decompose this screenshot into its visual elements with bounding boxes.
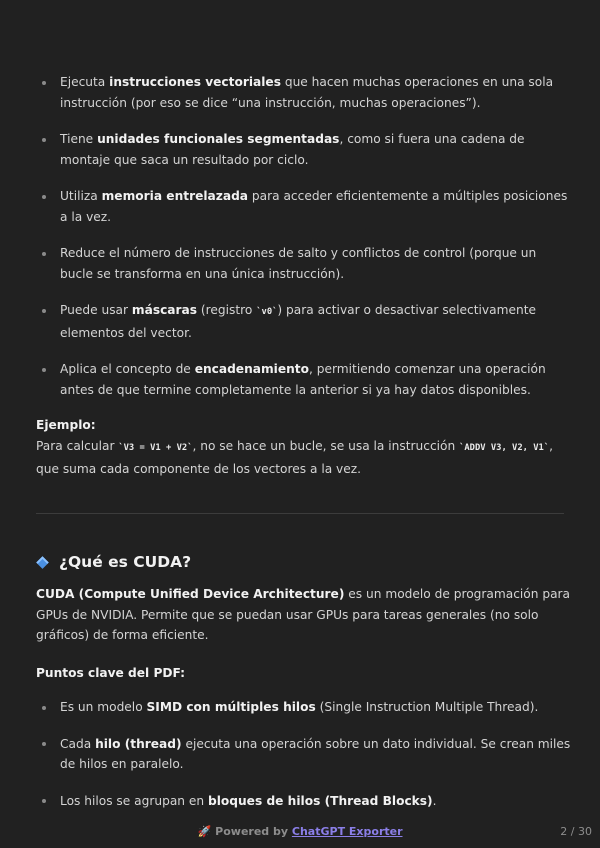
bullet-dot-icon: [42, 81, 46, 85]
puntos-clave-label: Puntos clave del PDF:: [36, 666, 186, 680]
text-run: , que suma cada componente de los vectores a la vez.: [36, 439, 554, 476]
inline-code: `v0`: [256, 307, 278, 317]
text-run: que hacen muchas operaciones en una sola instrucción (por eso se dice “una instrucción, muchas operaciones”).: [60, 75, 554, 110]
inline-code: `V3 = V1 + V2`: [118, 443, 193, 453]
text-run: ejecuta una operación sobre un dato individual. Se crean miles de hilos en paralelo.: [60, 736, 571, 771]
list-item: [36, 129, 571, 170]
text-run: Reduce el número de instrucciones de salto y conflictos de control (porque un bucle se transforma en una única instrucción).: [60, 246, 537, 281]
list-item: [36, 359, 571, 400]
bullet-dot-icon: [42, 368, 46, 372]
cuda-key-points-list: [36, 697, 571, 827]
bullet-dot-icon: [42, 706, 46, 710]
list-item: [36, 72, 571, 113]
text-run: ) para activar o desactivar selectivamente elementos del vector.: [60, 303, 536, 340]
bold-text: CUDA (Compute Unified Device Architecture): [36, 587, 345, 601]
ejemplo-label: Ejemplo:: [36, 418, 96, 432]
text-run: Cada: [60, 736, 96, 751]
bullet-dot-icon: [42, 742, 46, 746]
list-item: [36, 243, 571, 284]
text-run: para acceder eficientemente a múltiples posiciones a la vez.: [60, 189, 568, 224]
cuda-heading-text: ¿Qué es CUDA?: [59, 552, 192, 571]
bullet-dot-icon: [42, 309, 46, 313]
bullet-dot-icon: [42, 138, 46, 142]
text-run: Los hilos se agrupan en: [60, 793, 208, 808]
ejemplo-text: [36, 436, 571, 479]
text-run: Para calcular: [36, 439, 119, 453]
text-run: Tiene: [60, 132, 98, 146]
bold-text: unidades funcionales segmentadas: [97, 132, 340, 146]
text-run: , no se hace un bucle, se usa la instrucción: [192, 439, 460, 453]
text-run: (Single Instruction Multiple Thread).: [315, 700, 539, 714]
powered-by-text: Powered by: [215, 825, 292, 838]
text-run: Ejecuta: [60, 75, 110, 89]
text-run: Es un modelo: [60, 700, 147, 714]
bold-text: máscaras: [131, 303, 198, 317]
list-item: [36, 300, 571, 343]
text-run: Utiliza: [60, 189, 102, 203]
text-run: , como si fuera una cadena de montaje que saca un resultado por ciclo.: [60, 132, 525, 167]
list-item: [36, 697, 571, 718]
bold-text: hilo (thread): [95, 736, 182, 751]
section-divider: [36, 513, 564, 514]
text-run: (registro: [197, 303, 257, 317]
bullet-dot-icon: [42, 195, 46, 199]
bold-text: encadenamiento: [194, 362, 309, 376]
text-run: .: [432, 793, 437, 808]
bold-text: SIMD con múltiples hilos: [146, 700, 316, 714]
bullet-dot-icon: [42, 252, 46, 256]
bullet-dot-icon: [42, 799, 46, 803]
list-item: [36, 791, 571, 812]
cuda-paragraph: [36, 584, 571, 646]
rocket-icon: 🚀: [197, 825, 212, 838]
footer: [0, 822, 600, 842]
bold-text: memoria entrelazada: [101, 189, 249, 203]
bold-text: instrucciones vectoriales: [109, 75, 281, 89]
text-run: Puede usar: [60, 303, 132, 317]
feature-list-vector: [36, 72, 571, 416]
text-run: es un modelo de programación para GPUs de NVIDIA. Permite que se puedan usar GPUs para tareas generales (no solo gráficos) de forma eficiente.: [36, 587, 571, 642]
chatgpt-exporter-link[interactable]: ChatGPT Exporter: [291, 825, 403, 838]
inline-code: `ADDV V3, V2, V1`: [459, 443, 550, 453]
list-item: [36, 734, 571, 775]
bold-text: bloques de hilos (Thread Blocks): [208, 793, 433, 808]
text-run: Aplica el concepto de: [60, 362, 195, 376]
cuda-heading: [36, 550, 191, 574]
text-run: , permitiendo comenzar una operación antes de que termine completamente la anterior si ya hay datos disponibles.: [60, 362, 546, 397]
page-number: 2 / 30: [560, 825, 592, 838]
blue-diamond-icon: [36, 556, 49, 569]
list-item: [36, 186, 571, 227]
